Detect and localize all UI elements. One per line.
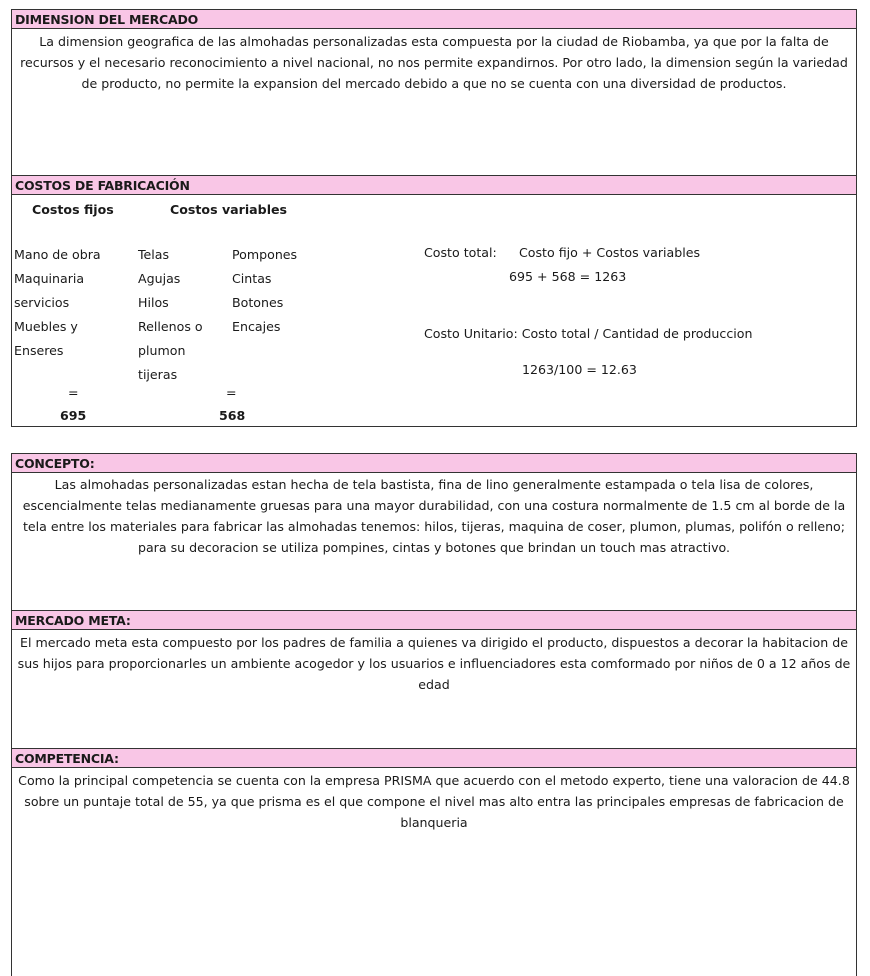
fixed-cost-item: Enseres — [14, 343, 64, 358]
variable-cost-item: tijeras — [138, 367, 178, 382]
fixed-cost-item: Muebles y — [14, 319, 78, 334]
variable-cost-item: Pompones — [232, 247, 298, 262]
variable-cost-item: Botones — [232, 295, 284, 310]
unit-cost-formula: Costo Unitario: Costo total / Cantidad de produccion — [424, 326, 753, 341]
fixed-costs-list — [14, 243, 101, 363]
fixed-costs-title: Costos fijos — [32, 202, 114, 217]
costs-section — [11, 175, 857, 427]
variable-costs-list-2 — [232, 243, 297, 339]
fixed-cost-item: servicios — [14, 295, 70, 310]
fixed-costs-equals: = — [68, 385, 79, 400]
variable-cost-item: Telas — [138, 247, 170, 262]
dimension-text: La dimension geografica de las almohadas personalizadas esta compuesta por la ciudad de Riobamba, ya que por la falta de recursos y el necesario reconocimiento a nivel nacional, no nos permite expandirnos. Por otro lado, la dimension según la variedad de producto, no permite la expansion del mercado debido a que no se cuenta con una diversidad de productos. — [20, 34, 848, 91]
market-dimension-section — [11, 9, 857, 176]
unit-cost-calc: 1263/100 = 12.63 — [522, 362, 637, 377]
fixed-cost-item: Mano de obra — [14, 247, 101, 262]
variable-cost-item: plumon — [138, 343, 186, 358]
variable-costs-list-1 — [138, 243, 203, 387]
target-market-text: El mercado meta esta compuesto por los padres de familia a quienes va dirigido el producto, dispuestos a decorar la habitacion de sus hijos para proporcionarles un ambiente acogedor y los usuarios e influenciadores esta comformado por niños de 0 a 12 años de edad — [17, 635, 851, 692]
fixed-cost-item: Maquinaria — [14, 271, 85, 286]
concept-header: CONCEPTO: — [12, 454, 856, 473]
total-cost-label: Costo total: — [424, 245, 497, 260]
target-market-section — [11, 610, 857, 749]
variable-cost-item: Agujas — [138, 271, 181, 286]
competition-header: COMPETENCIA: — [12, 749, 856, 768]
target-market-header: MERCADO META: — [12, 611, 856, 630]
dimension-header: DIMENSION DEL MERCADO — [12, 10, 856, 29]
concept-section — [11, 453, 857, 611]
variable-cost-item: Hilos — [138, 295, 169, 310]
variable-cost-item: Encajes — [232, 319, 281, 334]
variable-cost-item: Cintas — [232, 271, 272, 286]
competition-section — [11, 748, 857, 976]
competition-text: Como la principal competencia se cuenta con la empresa PRISMA que acuerdo con el metodo experto, tiene una valoracion de 44.8 sobre un puntaje total de 55, ya que prisma es el que compone el nivel mas alto entra las principales empresas de fabricacion de blanqueria — [18, 773, 850, 830]
total-cost-formula: Costo fijo + Costos variables — [519, 245, 701, 260]
concept-text: Las almohadas personalizadas estan hecha de tela bastista, fina de lino generalmente estampada o tela lisa de colores, escencialmente telas medianamente gruesas para una mayor durabilidad, con una costura normalmente de 1.5 cm al borde de la tela entre los materiales para fabricar las almohadas tenemos: hilos, tijeras, maquina de coser, plumon, plumas, polifón o relleno; para su decoracion se utiliza pompines, cintas y botones que brindan un touch mas atractivo. — [22, 477, 846, 555]
variable-costs-total: 568 — [219, 408, 246, 423]
costs-header: COSTOS DE FABRICACIÓN — [12, 176, 856, 195]
total-cost-calc: 695 + 568 = 1263 — [509, 269, 627, 284]
fixed-costs-total: 695 — [60, 408, 87, 423]
variable-cost-item: Rellenos o — [138, 319, 203, 334]
variable-costs-title: Costos variables — [170, 202, 288, 217]
variable-costs-equals: = — [226, 385, 237, 400]
